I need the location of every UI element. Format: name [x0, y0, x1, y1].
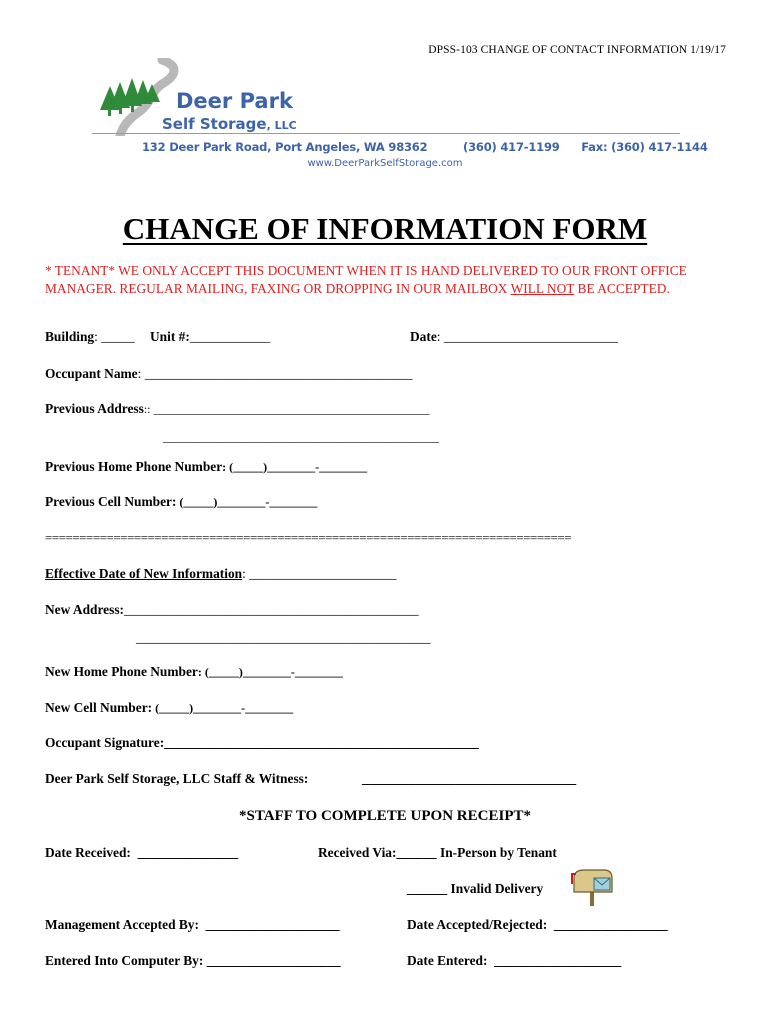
effective-date-label: Effective Date of New Information: [45, 566, 243, 581]
entered-into-computer-label: Entered Into Computer By:: [45, 953, 204, 968]
svg-text:Self Storage, LLC: [162, 115, 297, 133]
new-address-label: New Address:: [45, 602, 124, 617]
occupant-signature-field[interactable]: [45, 735, 479, 751]
tenant-notice: [45, 262, 735, 297]
new-address-field[interactable]: [45, 602, 419, 618]
new-cell-blank[interactable]: (_____)________-________: [152, 701, 294, 715]
new-cell-label: New Cell Number:: [45, 700, 153, 715]
contact-line: [142, 140, 708, 154]
new-cell-field[interactable]: [45, 700, 293, 716]
date-accepted-field[interactable]: [407, 917, 668, 933]
building-label: Building: [45, 329, 95, 344]
company-phone: (360) 417-1199: [463, 140, 560, 154]
new-home-phone-field[interactable]: [45, 664, 343, 680]
occupant-signature-blank[interactable]: _______________________________________________: [164, 735, 479, 750]
company-fax: Fax: (360) 417-1144: [581, 140, 708, 154]
invalid-delivery-field[interactable]: [407, 881, 543, 897]
previous-address-blank[interactable]: :: ______________________________________________: [143, 402, 430, 416]
date-entered-label: Date Entered:: [407, 953, 488, 968]
effective-date-blank[interactable]: : ______________________: [242, 566, 397, 581]
company-website: www.DeerParkSelfStorage.com: [307, 158, 463, 169]
date-field[interactable]: [410, 329, 618, 345]
mailbox-icon: [570, 868, 614, 906]
occupant-name-field[interactable]: [45, 366, 413, 382]
logo-line1: Deer Park: [176, 89, 293, 113]
notice-emphasis: WILL NOT: [510, 280, 575, 296]
in-person-blank[interactable]: ______: [396, 845, 437, 860]
document-code: DPSS-103 CHANGE OF CONTACT INFORMATION 1/19/17: [428, 44, 726, 56]
received-via-label: Received Via:: [318, 845, 397, 860]
date-received-blank[interactable]: _______________: [137, 845, 239, 860]
staff-heading: *STAFF TO COMPLETE UPON RECEIPT*: [239, 808, 531, 824]
date-entered-blank[interactable]: ___________________: [494, 953, 622, 968]
in-person-option: In-Person by Tenant: [440, 845, 557, 860]
new-address-line2[interactable]: ____________________________________________: [136, 630, 431, 645]
date-received-field[interactable]: [45, 845, 238, 861]
pine-trees-icon: [100, 78, 160, 116]
building-field[interactable]: [45, 329, 135, 345]
witness-blank[interactable]: ________________________________: [362, 771, 577, 786]
new-address-blank[interactable]: ____________________________________________: [123, 602, 419, 617]
occupant-name-blank[interactable]: : ________________________________________: [137, 366, 413, 381]
management-accepted-blank[interactable]: ____________________: [205, 917, 340, 932]
date-label: Date: [410, 329, 437, 344]
occupant-signature-label: Occupant Signature:: [45, 735, 165, 750]
previous-address-field[interactable]: [45, 401, 430, 417]
entered-into-computer-field[interactable]: [45, 953, 341, 969]
logo-line2: Self Storage: [162, 115, 267, 133]
company-address: 132 Deer Park Road, Port Angeles, WA 98362: [142, 140, 428, 154]
effective-date-field[interactable]: [45, 566, 396, 582]
previous-home-phone-label: Previous Home Phone Number: [45, 459, 223, 474]
occupant-name-label: Occupant Name: [45, 366, 138, 381]
date-accepted-blank[interactable]: _________________: [553, 917, 668, 932]
logo-suffix: , LLC: [266, 119, 297, 132]
header-rule: [92, 133, 680, 134]
unit-blank[interactable]: ____________: [189, 329, 271, 344]
previous-cell-blank[interactable]: (_____)________-________: [176, 495, 318, 509]
witness-label: Deer Park Self Storage, LLC Staff & Witness:: [45, 771, 309, 786]
date-entered-field[interactable]: [407, 953, 621, 969]
management-accepted-field[interactable]: [45, 917, 340, 933]
new-home-phone-blank[interactable]: : (_____)________-________: [197, 665, 343, 679]
company-logo: [92, 58, 302, 136]
invalid-delivery-option: Invalid Delivery: [450, 881, 544, 896]
invalid-delivery-blank[interactable]: ______: [407, 881, 448, 896]
previous-cell-field[interactable]: [45, 494, 317, 510]
previous-home-phone-field[interactable]: [45, 459, 367, 475]
management-accepted-label: Management Accepted By:: [45, 917, 199, 932]
new-home-phone-label: New Home Phone Number: [45, 664, 198, 679]
section-separator: =============================================================================: [45, 530, 572, 545]
date-accepted-label: Date Accepted/Rejected:: [407, 917, 548, 932]
received-via-field[interactable]: [318, 845, 557, 861]
previous-address-label: Previous Address: [45, 401, 144, 416]
unit-field[interactable]: [150, 329, 270, 345]
notice-tail: BE ACCEPTED.: [574, 280, 670, 296]
previous-home-phone-blank[interactable]: : (_____)________-________: [222, 460, 368, 474]
form-title: CHANGE OF INFORMATION FORM: [122, 211, 648, 246]
building-blank[interactable]: : _____: [94, 329, 135, 344]
unit-label: Unit #:: [150, 329, 190, 344]
notice-text: * TENANT* WE ONLY ACCEPT THIS DOCUMENT WHEN IT IS HAND DELIVERED TO OUR FRONT OFFICE MANAGER. REGULAR MAILING, FAXING OR DROPPING IN OUR MAILBOX: [45, 263, 687, 296]
date-received-label: Date Received:: [45, 845, 131, 860]
previous-address-line2[interactable]: ______________________________________________: [163, 430, 439, 444]
previous-cell-label: Previous Cell Number:: [45, 494, 177, 509]
entered-into-computer-blank[interactable]: ____________________: [206, 953, 341, 968]
date-blank[interactable]: : __________________________: [436, 329, 618, 344]
